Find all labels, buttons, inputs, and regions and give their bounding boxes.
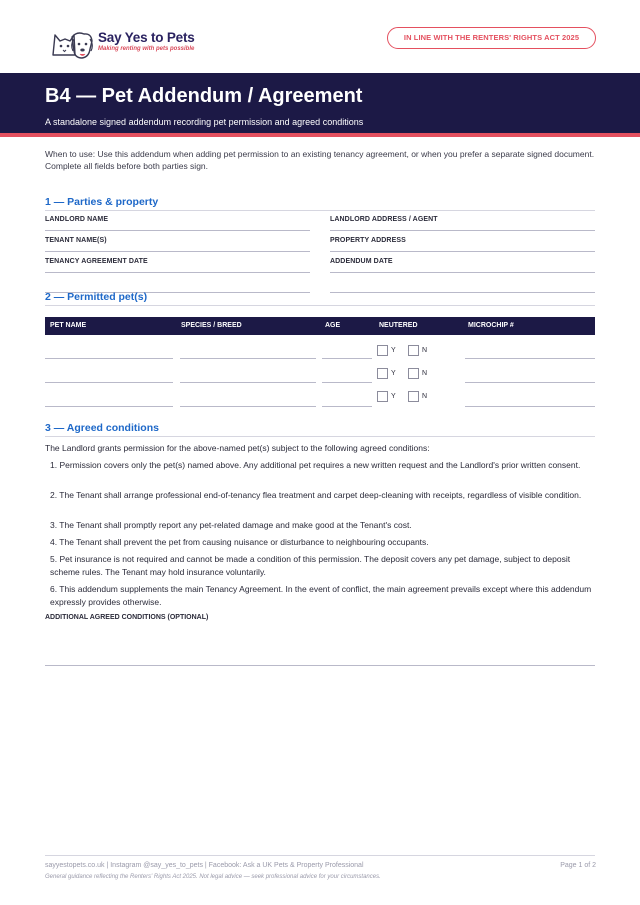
- species-breed-field[interactable]: [180, 358, 316, 359]
- tenancy-date-field[interactable]: [45, 272, 310, 273]
- yes-label: Y: [391, 370, 396, 377]
- pet-name-field[interactable]: [45, 406, 173, 407]
- neutered-no-checkbox[interactable]: [408, 345, 419, 356]
- addendum-date-extra-line[interactable]: [330, 292, 595, 293]
- neutered-yes-checkbox[interactable]: [377, 368, 388, 379]
- species-breed-field[interactable]: [180, 382, 316, 383]
- no-label: N: [422, 370, 428, 377]
- property-address-field[interactable]: [330, 251, 595, 252]
- condition-item-3: 3. The Tenant shall promptly report any pet-related damage and make good at the Tenant's cost.: [50, 520, 412, 530]
- field-label-addendum-date: ADDENDUM DATE: [330, 258, 393, 265]
- species-breed-field[interactable]: [180, 406, 316, 407]
- section-rule: [45, 210, 595, 211]
- document-subtitle: A standalone signed addendum recording pet permission and agreed conditions: [45, 117, 364, 127]
- banner-accent-line: [0, 133, 640, 137]
- condition-item-4: 4. The Tenant shall prevent the pet from causing nuisance or disturbance to neighbouring occupants.: [50, 537, 429, 547]
- microchip-field[interactable]: [465, 406, 595, 407]
- section-heading-parties: 1 — Parties & property: [45, 196, 159, 208]
- footer-rule: [45, 855, 595, 856]
- pet-table-header: [45, 317, 595, 335]
- usage-intro: When to use: Use this addendum when adding pet permission to an existing tenancy agreement, or when you prefer a separate signed document. Complete all fields before both parties sign.: [45, 149, 595, 171]
- conditions-intro: The Landlord grants permission for the above-named pet(s) subject to the following agreed conditions:: [45, 443, 430, 453]
- additional-conditions-label: ADDITIONAL AGREED CONDITIONS (OPTIONAL): [45, 614, 209, 621]
- additional-conditions-field[interactable]: [45, 665, 595, 666]
- tenant-names-field[interactable]: [45, 251, 310, 252]
- legislation-badge: IN LINE WITH THE RENTERS' RIGHTS ACT 2025: [387, 27, 596, 49]
- section-heading-conditions: 3 — Agreed conditions: [45, 422, 159, 434]
- landlord-name-field[interactable]: [45, 230, 310, 231]
- neutered-no-checkbox[interactable]: [408, 391, 419, 402]
- age-field[interactable]: [322, 406, 372, 407]
- column-microchip: MICROCHIP #: [468, 322, 514, 329]
- brand-name: Say Yes to Pets: [98, 30, 195, 45]
- pet-name-field[interactable]: [45, 358, 173, 359]
- neutered-no-checkbox[interactable]: [408, 368, 419, 379]
- field-label-landlord-name: LANDLORD NAME: [45, 216, 109, 223]
- column-neutered: NEUTERED: [379, 322, 418, 329]
- page-header: [0, 0, 640, 73]
- yes-label: Y: [391, 393, 396, 400]
- no-label: N: [422, 393, 428, 400]
- microchip-field[interactable]: [465, 358, 595, 359]
- column-pet-name: PET NAME: [50, 322, 87, 329]
- field-label-tenancy-date: TENANCY AGREEMENT DATE: [45, 258, 148, 265]
- section-heading-pets: 2 — Permitted pet(s): [45, 291, 148, 303]
- section-rule: [45, 436, 595, 437]
- neutered-yes-checkbox[interactable]: [377, 391, 388, 402]
- pets-logo-icon: [50, 25, 94, 63]
- neutered-yes-checkbox[interactable]: [377, 345, 388, 356]
- column-species-breed: SPECIES / BREED: [181, 322, 242, 329]
- field-label-tenant-names: TENANT NAME(S): [45, 237, 107, 244]
- condition-item-2: 2. The Tenant shall arrange professional end-of-tenancy flea treatment and carpet deep-cleaning with receipts, regardless of visible condition.: [50, 490, 582, 500]
- no-label: N: [422, 347, 428, 354]
- pet-name-field[interactable]: [45, 382, 173, 383]
- microchip-field[interactable]: [465, 382, 595, 383]
- field-label-property-address: PROPERTY ADDRESS: [330, 237, 406, 244]
- brand-logo: [50, 25, 200, 63]
- footer-disclaimer: General guidance reflecting the Renters' Rights Act 2025. Not legal advice — seek professional advice for your circumstances.: [45, 874, 381, 880]
- age-field[interactable]: [322, 358, 372, 359]
- condition-item-1: 1. Permission covers only the pet(s) named above. Any additional pet requires a new written request and the Landlord's prior written consent.: [50, 460, 581, 470]
- footer-links: sayyestopets.co.uk | Instagram @say_yes_to_pets | Facebook: Ask a UK Pets & Property Professional: [45, 862, 364, 869]
- section-rule: [45, 305, 595, 306]
- document-title: B4 — Pet Addendum / Agreement: [45, 85, 363, 107]
- brand-tagline: Making renting with pets possible: [98, 46, 195, 52]
- age-field[interactable]: [322, 382, 372, 383]
- landlord-address-field[interactable]: [330, 230, 595, 231]
- condition-item-6: 6. This addendum supplements the main Tenancy Agreement. In the event of conflict, the main agreement prevails except where this addendum expressly provides otherwise.: [50, 584, 592, 607]
- condition-item-5: 5. Pet insurance is not required and cannot be made a condition of this permission. The deposit covers any pet damage, subject to deposit scheme rules. The Tenant may hold insurance voluntarily.: [50, 554, 571, 577]
- addendum-date-field[interactable]: [330, 272, 595, 273]
- page-number: Page 1 of 2: [560, 862, 596, 869]
- column-age: AGE: [325, 322, 341, 329]
- field-label-landlord-address: LANDLORD ADDRESS / AGENT: [330, 216, 438, 223]
- yes-label: Y: [391, 347, 396, 354]
